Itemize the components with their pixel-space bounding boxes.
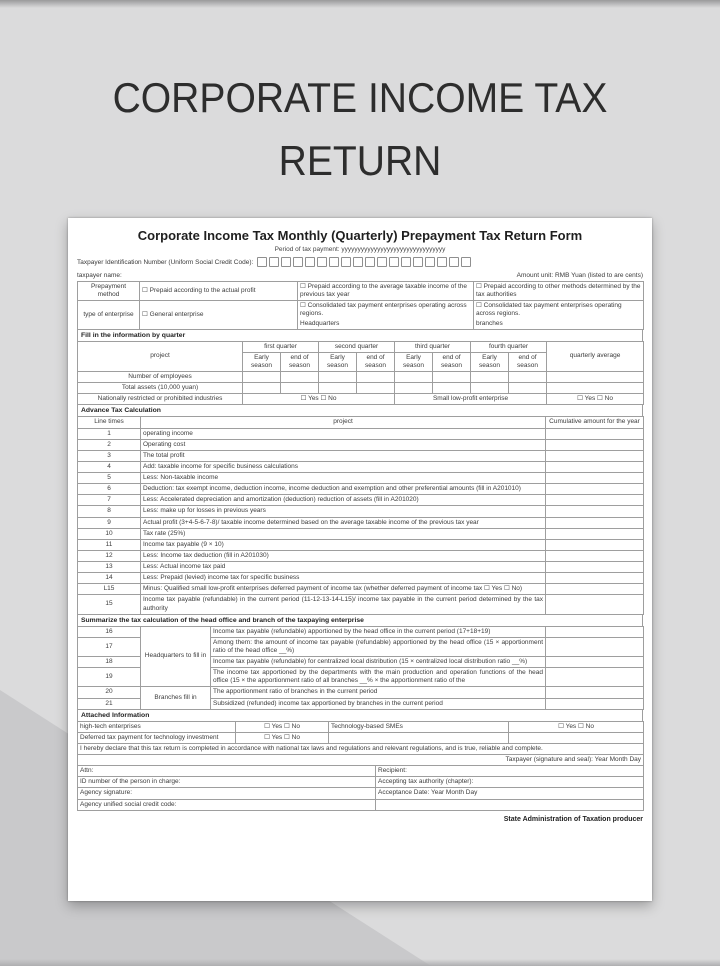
declaration-row xyxy=(78,743,644,754)
advance-tax-row xyxy=(78,550,644,561)
advance-tax-row xyxy=(78,473,644,484)
line-label: Subsidized (refunded) income tax apportioned by branches in the current period xyxy=(211,698,546,709)
input-cell[interactable] xyxy=(546,506,644,517)
tin-box[interactable] xyxy=(413,257,423,267)
tin-box[interactable] xyxy=(449,257,459,267)
advance-tax-row xyxy=(78,495,644,506)
input-cell[interactable] xyxy=(546,539,644,550)
enterprise-option-consolidated-branches[interactable] xyxy=(474,301,644,329)
producer-footer: State Administration of Taxation producer xyxy=(503,815,643,823)
tin-box[interactable] xyxy=(365,257,375,267)
line-number: 1 xyxy=(78,428,141,439)
consolidated-hq-sub: Headquarters xyxy=(300,319,340,327)
tin-box[interactable] xyxy=(281,257,291,267)
line-label: Minus: Qualified small low-profit enterprises deferred payment of income tax (whether deferred payment of income tax ☐ Yes ☐ No) xyxy=(141,584,546,595)
fourth-quarter-header: fourth quarter xyxy=(471,341,547,352)
input-cell[interactable] xyxy=(546,473,644,484)
prepayment-option-other-methods[interactable]: ☐ Prepaid according to other methods determined by the tax authorities xyxy=(474,282,644,301)
early-season-header: Early season xyxy=(395,352,433,371)
restricted-industries-label: Nationally restricted or prohibited industries xyxy=(78,394,243,405)
empty-cell xyxy=(376,799,644,810)
line-label: Among them: the amount of income tax payable (refundable) apportioned by the head office (15 × apportionment ratio of the head office __%) xyxy=(211,637,546,656)
advance-tax-header-row xyxy=(78,417,644,428)
id-number-label[interactable]: ID number of the person in charge: xyxy=(78,777,376,788)
input-cell[interactable] xyxy=(546,626,644,637)
tin-box[interactable] xyxy=(317,257,327,267)
quarter-header-row xyxy=(78,341,644,352)
line-label: Income tax payable (refundable) apportioned by the head office in the current period (17+18+19) xyxy=(211,626,546,637)
section-advance-tax-calculation: Advance Tax Calculation xyxy=(77,404,643,417)
line-label: Less: make up for losses in previous years xyxy=(141,506,546,517)
line-label: The apportionment ratio of branches in the current period xyxy=(211,687,546,698)
tin-label: Taxpayer Identification Number (Uniform Social Credit Code): xyxy=(77,258,254,266)
input-cell[interactable] xyxy=(546,528,644,539)
end-season-header: end of season xyxy=(281,352,319,371)
sme-yes-no[interactable]: ☐ Yes ☐ No xyxy=(509,721,644,732)
input-cell[interactable] xyxy=(243,372,281,383)
line-label: Actual profit (3+4-5-6-7-8)/ taxable income determined based on the average taxable income of the previous tax year xyxy=(141,517,546,528)
declaration-text: I hereby declare that this tax return is completed in accordance with national tax laws and regulations and relevant regulations, and is true, reliable and complete. xyxy=(78,743,644,754)
line-number: 19 xyxy=(78,668,141,687)
tin-box[interactable] xyxy=(389,257,399,267)
tin-box[interactable] xyxy=(425,257,435,267)
deferred-label: Deferred tax payment for technology investment xyxy=(78,732,236,743)
name-row xyxy=(77,272,643,279)
enterprise-option-general[interactable]: ☐ General enterprise xyxy=(140,301,298,329)
employees-label: Number of employees xyxy=(78,372,243,383)
line-label: Less: Income tax deduction (fill in A201030) xyxy=(141,550,546,561)
enterprise-type-label: type of enterprise xyxy=(78,301,140,329)
line-number: 4 xyxy=(78,461,141,472)
accepting-authority-label[interactable]: Accepting tax authority (chapter): xyxy=(376,777,644,788)
headquarters-group-label: Headquarters to fill in xyxy=(141,626,211,687)
end-season-header: end of season xyxy=(357,352,395,371)
page-title xyxy=(0,66,720,192)
line-label: Tax rate (25%) xyxy=(141,528,546,539)
line-number: 13 xyxy=(78,562,141,573)
quarter-info-table xyxy=(77,341,644,406)
line-number: 8 xyxy=(78,506,141,517)
section-fill-information-by-quarter: Fill in the information by quarter xyxy=(77,329,643,342)
tin-box[interactable] xyxy=(377,257,387,267)
early-season-header: Early season xyxy=(243,352,281,371)
advance-tax-row xyxy=(78,573,644,584)
tin-row xyxy=(77,257,643,267)
acceptance-date-label[interactable]: Acceptance Date: Year Month Day xyxy=(376,788,644,799)
line-label: Income tax payable (refundable) for centralized local distribution (15 × centralized local distribution ratio __%) xyxy=(211,657,546,668)
tin-box[interactable] xyxy=(437,257,447,267)
input-cell[interactable] xyxy=(243,383,281,394)
input-cell[interactable] xyxy=(546,668,644,687)
prepayment-method-label: Prepayment method xyxy=(78,282,140,301)
second-quarter-header: second quarter xyxy=(319,341,395,352)
advance-tax-row xyxy=(78,439,644,450)
input-cell[interactable] xyxy=(546,439,644,450)
attached-row-1 xyxy=(78,721,644,732)
cumulative-header: Cumulative amount for the year xyxy=(546,417,644,428)
line-label: Income tax payable (9 × 10) xyxy=(141,539,546,550)
deferred-yes-no[interactable]: ☐ Yes ☐ No xyxy=(236,732,329,743)
end-season-header: end of season xyxy=(433,352,471,371)
first-quarter-header: first quarter xyxy=(243,341,319,352)
hightech-label: high-tech enterprises xyxy=(78,721,236,732)
line-number: 17 xyxy=(78,637,141,656)
input-cell[interactable] xyxy=(547,383,644,394)
line-label: Add: taxable income for specific business calculations xyxy=(141,461,546,472)
advance-tax-table xyxy=(77,416,644,614)
empty-cell xyxy=(509,732,644,743)
input-cell[interactable] xyxy=(547,372,644,383)
taxpayer-name-label[interactable]: taxpayer name: xyxy=(77,272,122,279)
tin-box[interactable] xyxy=(329,257,339,267)
section-attached-information: Attached Information xyxy=(77,709,643,722)
line-label: Deduction: tax exempt income, deduction income, income deduction and exemption and other preferential amounts (fill in A201010) xyxy=(141,484,546,495)
input-cell[interactable] xyxy=(546,562,644,573)
input-cell[interactable] xyxy=(357,372,395,383)
line-number: 14 xyxy=(78,573,141,584)
quarter-project-header: project xyxy=(78,341,243,371)
line-label: Less: Prepaid (levied) income tax for specific business xyxy=(141,573,546,584)
input-cell[interactable] xyxy=(509,372,547,383)
enterprise-option-consolidated-hq[interactable] xyxy=(298,301,474,329)
consolidated-branches-sub: branches xyxy=(476,319,503,327)
line-times-header: Line times xyxy=(78,417,141,428)
assets-label: Total assets (10,000 yuan) xyxy=(78,383,243,394)
line-number: 6 xyxy=(78,484,141,495)
page-title-line1: CORPORATE INCOME TAX xyxy=(112,74,608,121)
period-value[interactable]: yyyyyyyyyyyyyyyyyyyyyyyyyyyyyyyy xyxy=(341,246,446,253)
bottom-row xyxy=(78,788,644,799)
tin-box[interactable] xyxy=(461,257,471,267)
input-cell[interactable] xyxy=(546,517,644,528)
advance-tax-row xyxy=(78,595,644,614)
section-summarize-head-office: Summarize the tax calculation of the head office and branch of the taxpaying enterprise xyxy=(77,614,643,627)
signature-row xyxy=(78,755,644,766)
input-cell[interactable] xyxy=(546,495,644,506)
input-cell[interactable] xyxy=(281,383,319,394)
advance-tax-row xyxy=(78,428,644,439)
advance-tax-row xyxy=(78,539,644,550)
input-cell[interactable] xyxy=(509,383,547,394)
input-cell[interactable] xyxy=(546,450,644,461)
period-of-tax-payment xyxy=(77,246,643,253)
bottom-row xyxy=(78,777,644,788)
tin-box[interactable] xyxy=(305,257,315,267)
tin-box[interactable] xyxy=(257,257,267,267)
sme-label: Technology-based SMEs xyxy=(329,721,509,732)
page-title-line2: RETURN xyxy=(278,137,442,184)
input-cell[interactable] xyxy=(546,484,644,495)
restricted-yes-no[interactable]: ☐ Yes ☐ No xyxy=(243,394,395,405)
input-cell[interactable] xyxy=(546,428,644,439)
line-number: 7 xyxy=(78,495,141,506)
line-number: L15 xyxy=(78,584,141,595)
line-label: Less: Non-taxable income xyxy=(141,473,546,484)
summary-row xyxy=(78,626,644,637)
input-cell[interactable] xyxy=(395,383,433,394)
line-label: The income tax apportioned by the departments with the main production and operation functions of the head office (15 × the apportionment ratio of all branches __% × the apportionment ratio of the xyxy=(211,668,546,687)
input-cell[interactable] xyxy=(319,383,357,394)
branches-group-label: Branches fill in xyxy=(141,687,211,709)
bottom-row xyxy=(78,799,644,810)
tin-box[interactable] xyxy=(269,257,279,267)
advance-tax-row xyxy=(78,562,644,573)
line-number: 11 xyxy=(78,539,141,550)
project-header: project xyxy=(141,417,546,428)
input-cell[interactable] xyxy=(546,698,644,709)
line-label: The total profit xyxy=(141,450,546,461)
bottom-row xyxy=(78,766,644,777)
line-number: 16 xyxy=(78,626,141,637)
line-number: 5 xyxy=(78,473,141,484)
input-cell[interactable] xyxy=(395,372,433,383)
small-profit-yes-no[interactable]: ☐ Yes ☐ No xyxy=(547,394,644,405)
advance-tax-row xyxy=(78,584,644,595)
summary-row xyxy=(78,687,644,698)
summary-table xyxy=(77,626,644,710)
hightech-yes-no[interactable]: ☐ Yes ☐ No xyxy=(236,721,329,732)
line-number: 20 xyxy=(78,687,141,698)
line-number: 3 xyxy=(78,450,141,461)
input-cell[interactable] xyxy=(546,584,644,595)
early-season-header: Early season xyxy=(319,352,357,371)
input-cell[interactable] xyxy=(546,657,644,668)
advance-tax-row xyxy=(78,450,644,461)
prepayment-table xyxy=(77,281,644,330)
line-label: Less: Accelerated depreciation and amortization (deduction) reduction of assets (fill in A201020) xyxy=(141,495,546,506)
consolidated-branches-text: ☐ Consolidated tax payment enterprises operating across regions. xyxy=(476,302,622,318)
attached-row-2 xyxy=(78,732,644,743)
attn-label[interactable]: Attn: xyxy=(78,766,376,777)
third-quarter-header: third quarter xyxy=(395,341,471,352)
consolidated-hq-text: ☐ Consolidated tax payment enterprises operating across regions. xyxy=(300,302,467,318)
background-top-edge xyxy=(0,0,720,8)
line-label: operating income xyxy=(141,428,546,439)
line-label: Operating cost xyxy=(141,439,546,450)
early-season-header: Early season xyxy=(471,352,509,371)
tin-box[interactable] xyxy=(401,257,411,267)
input-cell[interactable] xyxy=(319,372,357,383)
input-cell[interactable] xyxy=(546,637,644,656)
prepayment-option-average-taxable[interactable]: ☐ Prepaid according to the average taxable income of the previous tax year xyxy=(298,282,474,301)
tax-form-sheet xyxy=(68,218,652,901)
line-number: 12 xyxy=(78,550,141,561)
input-cell[interactable] xyxy=(433,383,471,394)
taxpayer-signature-line: Taxpayer (signature and seal): Year Month Day xyxy=(78,755,644,766)
advance-tax-row xyxy=(78,506,644,517)
input-cell[interactable] xyxy=(357,383,395,394)
enterprise-type-row xyxy=(78,301,644,329)
input-cell[interactable] xyxy=(471,383,509,394)
line-number: 18 xyxy=(78,657,141,668)
tin-boxes xyxy=(257,257,473,267)
line-number: 15 xyxy=(78,595,141,614)
input-cell[interactable] xyxy=(546,687,644,698)
line-label: Income tax payable (refundable) in the current period (11-12-13-14-L15)/ income tax payable in the current period determined by the tax authority xyxy=(141,595,546,614)
assets-row xyxy=(78,383,644,394)
restricted-industries-row xyxy=(78,394,644,405)
tin-box[interactable] xyxy=(293,257,303,267)
form-title: Corporate Income Tax Monthly (Quarterly) Prepayment Tax Return Form xyxy=(137,228,583,243)
period-label: Period of tax payment: xyxy=(274,246,340,253)
prepayment-option-actual-profit[interactable]: ☐ Prepaid according to the actual profit xyxy=(140,282,298,301)
tin-box[interactable] xyxy=(341,257,351,267)
line-number: 21 xyxy=(78,698,141,709)
agency-credit-code-label[interactable]: Agency unified social credit code: xyxy=(78,799,376,810)
input-cell[interactable] xyxy=(546,595,644,614)
input-cell[interactable] xyxy=(471,372,509,383)
quarterly-average-header: quarterly average xyxy=(547,341,644,371)
attached-info-table xyxy=(77,721,644,744)
input-cell[interactable] xyxy=(546,573,644,584)
advance-tax-row xyxy=(78,528,644,539)
background-bottom-edge xyxy=(0,959,720,966)
line-number: 10 xyxy=(78,528,141,539)
small-profit-label: Small low-profit enterprise xyxy=(395,394,547,405)
input-cell[interactable] xyxy=(546,461,644,472)
end-season-header: end of season xyxy=(509,352,547,371)
input-cell[interactable] xyxy=(433,372,471,383)
declaration-table xyxy=(77,743,644,811)
line-label: Less: Actual income tax paid xyxy=(141,562,546,573)
input-cell[interactable] xyxy=(546,550,644,561)
advance-tax-row xyxy=(78,484,644,495)
agency-signature-label[interactable]: Agency signature: xyxy=(78,788,376,799)
advance-tax-row xyxy=(78,517,644,528)
input-cell[interactable] xyxy=(281,372,319,383)
advance-tax-body xyxy=(78,428,644,614)
advance-tax-row xyxy=(78,461,644,472)
tin-box[interactable] xyxy=(353,257,363,267)
recipient-label[interactable]: Recipient: xyxy=(376,766,644,777)
line-number: 9 xyxy=(78,517,141,528)
prepayment-method-row xyxy=(78,282,644,301)
line-number: 2 xyxy=(78,439,141,450)
empty-cell xyxy=(329,732,509,743)
employees-row xyxy=(78,372,644,383)
amount-unit-label: Amount unit: RMB Yuan (listed to are cents) xyxy=(516,272,643,279)
